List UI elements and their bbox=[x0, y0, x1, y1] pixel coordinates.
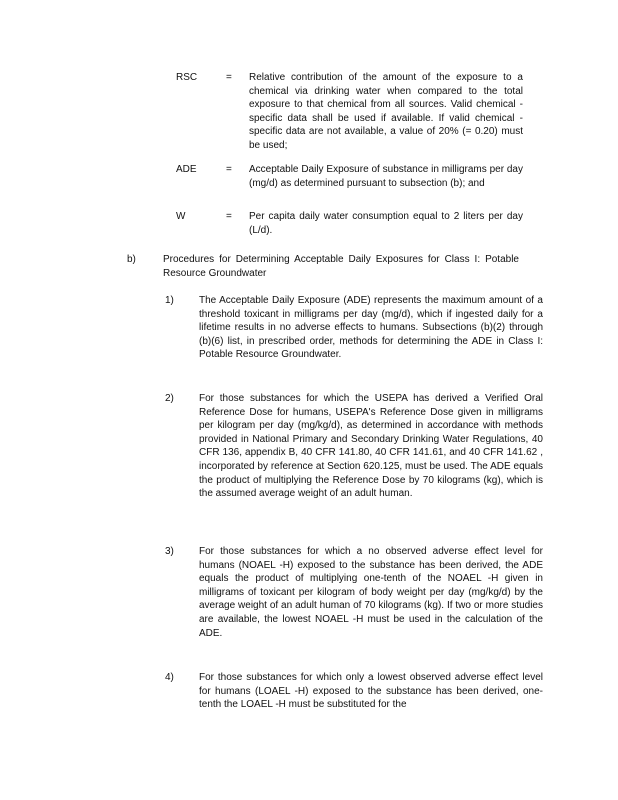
definition-text-ade: Acceptable Daily Exposure of substance in milligrams per day (mg/d) as determined pursuant to subsection (b); and bbox=[249, 164, 523, 189]
item-paragraph: The Acceptable Daily Exposure (ADE) represents the maximum amount of a threshold toxicant in milligrams per day (mg/d), which if ingested daily for a lifetime results in no adverse effects to humans. Subsections (b)(2) through (b)(6) list, in prescribed order, methods for determining the ADE in Class I: Potable Resource Groundwater. bbox=[199, 295, 543, 361]
item-number: 1) bbox=[165, 295, 174, 306]
definition-text-w: Per capita daily water consumption equal to 2 liters per day (L/d). bbox=[249, 211, 523, 236]
definition-equals: = bbox=[226, 211, 232, 222]
item-paragraph: For those substances for which a no observed adverse effect level for humans (NOAEL -H) exposed to the substance has been derived, the ADE equals the product of multiplying one-tenth of the NOAEL -H given in milligrams of toxicant per kilogram of body weight per day (mg/kg/d) by the average weight of an adult human of 70 kilograms (kg). If two or more studies are available, the lowest NOAEL -H must be used in the calculation of the ADE. bbox=[199, 546, 543, 639]
definition-term-w: W bbox=[176, 211, 186, 222]
definition-text-rsc: Relative contribution of the amount of the exposure to a chemical via drinking water when compared to the total exposure to that chemical from all sources. Valid chemical -specific data shall be used if available. If valid chemical -specific data are not available, a value of 20% (= 0.20) must be used; bbox=[249, 72, 523, 151]
definition-term-rsc: RSC bbox=[176, 72, 198, 83]
item-number: 3) bbox=[165, 546, 174, 557]
item-number: 2) bbox=[165, 393, 174, 404]
item-number: 4) bbox=[165, 672, 174, 683]
item-paragraph: For those substances for which the USEPA has derived a Verified Oral Reference Dose for humans, USEPA's Reference Dose given in milligrams per kilogram per day (mg/kg/d), as determined in accordance with methods provided in National Primary and Secondary Drinking Water Regulations, 40 CFR 136, appendix B, 40 CFR 141.80, 40 CFR 141.61, and 40 CFR 141.62 , incorporated by reference at Section 620.125, must be used. The ADE equals the product of multiplying the Reference Dose by 70 kilograms (kg), which is the assumed average weight of an adult human. bbox=[199, 393, 543, 500]
section-label: b) bbox=[127, 254, 136, 265]
definition-equals: = bbox=[226, 72, 232, 83]
section-title: Procedures for Determining Acceptable Daily Exposures for Class I: Potable Resource Groundwater bbox=[163, 254, 519, 279]
item-paragraph: For those substances for which only a lowest observed adverse effect level for humans (LOAEL -H) exposed to the substance has been derived, one-tenth the LOAEL -H must be substituted for the bbox=[199, 672, 543, 711]
definition-term-ade: ADE bbox=[176, 164, 197, 175]
definition-equals: = bbox=[226, 164, 232, 175]
